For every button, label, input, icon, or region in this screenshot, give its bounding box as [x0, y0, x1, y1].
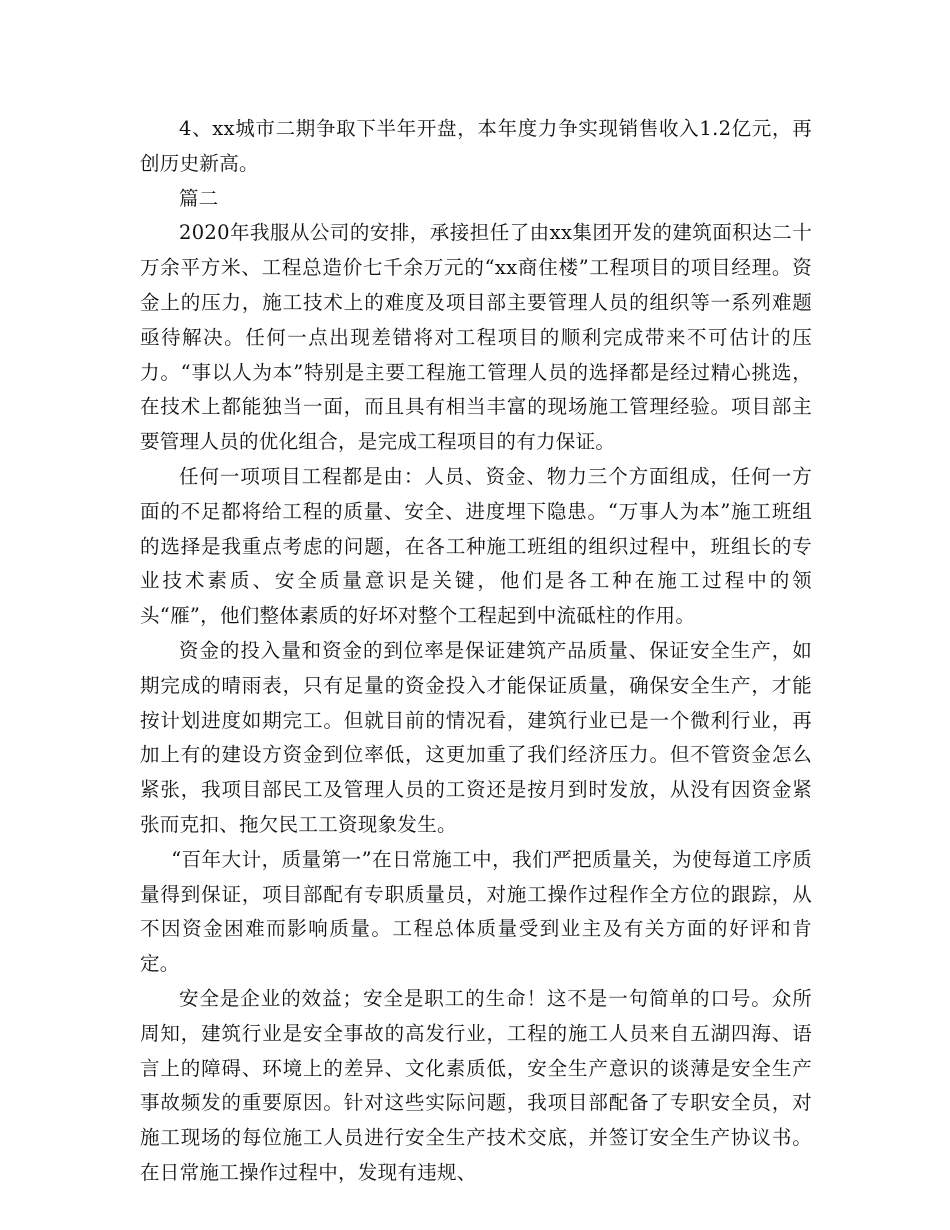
paragraph-safety: 安全是企业的效益；安全是职工的生命！这不是一句简单的口号。众所周知，建筑行业是安全事故的高发行业，工程的施工人员来自五湖四海、语言上的障碍、环境上的差异、文化素质低，安全生产意识的谈薄是安全生产事故频发的重要原因。针对这些实际问题，我项目部配备了专职安全员，对施工现场的每位施工人员进行安全生产技术交底，并签订安全生产协议书。在日常施工操作过程中，发现有违规、: [140, 986, 812, 1184]
section-heading: 篇二: [179, 186, 219, 210]
paragraph-funding: 资金的投入量和资金的到位率是保证建筑产品质量、保证安全生产，如期完成的晴雨表，只有足量的资金投入才能保证质量，确保安全生产，才能按计划进度如期完工。但就目前的情况看，建筑行业已是一个微利行业，再加上有的建设方资金到位率低，这更加重了我们经济压力。但不管资金怎么紧张，我项目部民工及管理人员的工资还是按月到时发放，从没有因资金紧张而克扣、拖欠民工工资现象发生。: [140, 638, 812, 836]
paragraph-project-manager: 2020年我服从公司的安排，承接担任了由xx集团开发的建筑面积达二十万余平方米、工程总造价七千余万元的“xx商住楼”工程项目的项目经理。资金上的压力，施工技术上的难度及项目部主要管理人员的组织等一系列难题亟待解决。任何一点出现差错将对工程项目的顺利完成带来不可估计的压力。“事以人为本”特别是主要工程施工管理人员的选择都是经过精心挑选，在技术上都能独当一面，而且具有相当丰富的现场施工管理经验。项目部主要管理人员的优化组合，是完成工程项目的有力保证。: [140, 221, 812, 454]
paragraph-team-selection: 任何一项项目工程都是由：人员、资金、物力三个方面组成，任何一方面的不足都将给工程的质量、安全、进度埋下隐患。“万事人为本”施工班组的选择是我重点考虑的问题，在各工种施工班组的组织过程中，班组长的专业技术素质、安全质量意识是关键，他们是各工种在施工过程中的领头“雁”，他们整体素质的好坏对整个工程起到中流砥柱的作用。: [140, 464, 812, 628]
document-body: [140, 112, 812, 1191]
paragraph-quality: “百年大计，质量第一”在日常施工中，我们严把质量关，为使每道工序质量得到保证，项目部配有专职质量员，对施工操作过程作全方位的跟踪，从不因资金困难而影响质量。工程总体质量受到业主及有关方面的好评和肯定。: [140, 847, 812, 976]
paragraph-sales-goal: 4、xx城市二期争取下半年开盘，本年度力争实现销售收入1.2亿元，再创历史新高。: [140, 117, 812, 175]
